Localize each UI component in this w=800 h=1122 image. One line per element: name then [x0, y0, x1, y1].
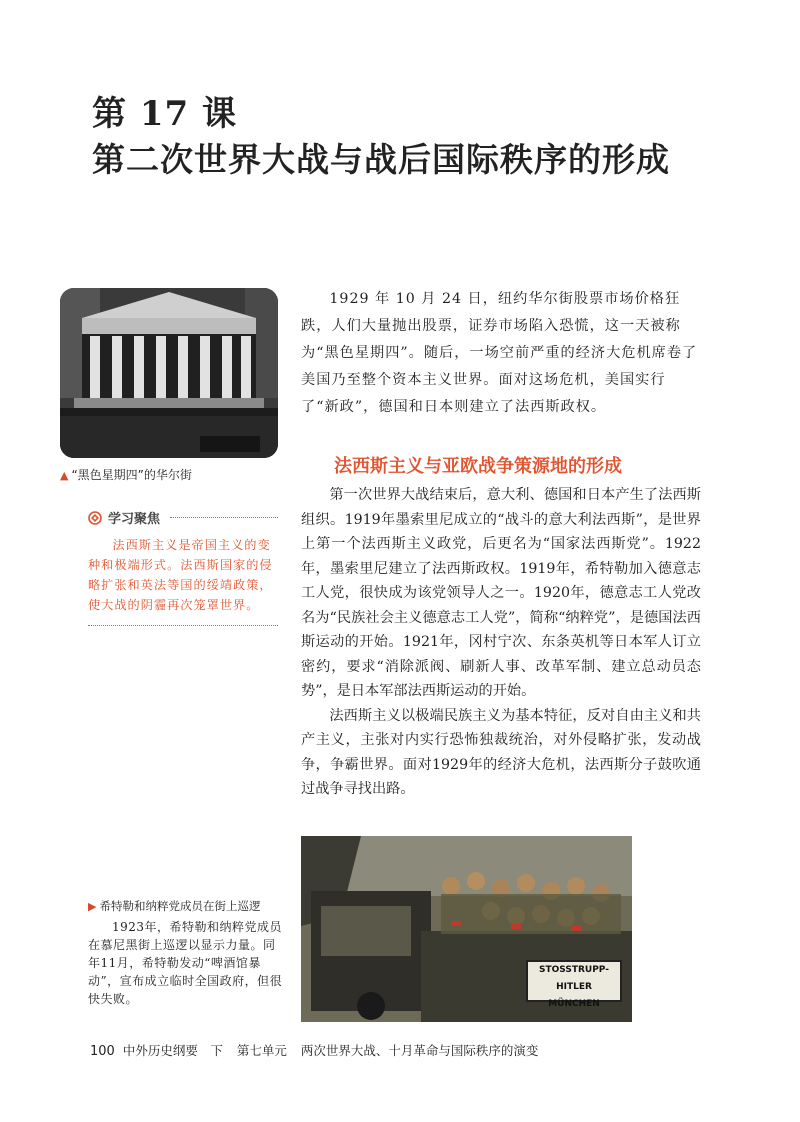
photo2-caption-text: 1923年，希特勒和纳粹党成员在慕尼黑街上巡逻以显示力量。同年11月，希特勒发动“啤酒馆暴动”，宣布成立临时全国政府，但很快失败。 [88, 920, 283, 1006]
page-footer [90, 1041, 538, 1059]
section-body [301, 483, 701, 802]
right-triangle-marker-icon: ▶ [88, 900, 97, 913]
page-number: 100 [90, 1044, 115, 1059]
lesson-number: 第 17 课 [92, 94, 237, 134]
photo2-caption-title [88, 897, 284, 916]
photo2-caption-title-text: 希特勒和纳粹党成员在街上巡逻 [99, 899, 261, 913]
focus-divider [170, 517, 278, 518]
learning-focus-title: 学习聚焦 [108, 512, 161, 527]
learning-focus-text: 法西斯主义是帝国主义的变种和极端形式。法西斯国家的侵略扩张和英法等国的绥靖政策，使大战的阴霾再次笼罩世界。 [88, 538, 273, 612]
lesson-title: 第二次世界大战与战后国际秩序的形成 [92, 140, 670, 179]
focus-target-icon [88, 511, 102, 525]
unit-label: 第七单元 [236, 1043, 287, 1058]
sign-line-1: STOSSTRUPP-HITLER [539, 965, 609, 992]
body-paragraph-1: 第一次世界大战结束后，意大利、德国和日本产生了法西斯组织。1919年墨索里尼成立的“战斗的意大利法西斯”，是世界上第一个法西斯主义政党，后更名为“国家法西斯党”。1922年，墨索里尼建立了法西斯政权。1919年，希特勒加入德意志工人党，很快成为该党领导人之一。1920年，德意志工人党改名为“民族社会主义德意志工人党”，简称“纳粹党”，是德国法西斯运动的开始。1921年，冈村宁次、东条英机等日本军人订立密约，要求“消除派阀、刷新人事、改革军制、建立总动员态势”，是日本军部法西斯运动的开始。 [301, 487, 701, 699]
munich-sign [526, 960, 622, 1009]
photo2-caption [88, 897, 284, 1008]
body-paragraph-2: 法西斯主义以极端民族主义为基本特征，反对自由主义和共产主义，主张对内实行恐怖独裁统治，对外侵略扩张，发动战争，争霸世界。面对1929年的经济大危机，法西斯分子鼓吹通过战争寻找出路。 [301, 707, 701, 797]
nazi-patrol-photo [301, 836, 632, 1022]
learning-focus-header [88, 508, 278, 527]
sign-line-2: MÜNCHEN [548, 999, 600, 1009]
unit-title: 两次世界大战、十月革命与国际秩序的演变 [300, 1043, 539, 1058]
triangle-marker-icon: ▲ [60, 469, 69, 482]
section-heading: 法西斯主义与亚欧战争策源地的形成 [334, 456, 622, 477]
intro-paragraph: 1929 年 10 月 24 日，纽约华尔街股票市场价格狂跌，人们大量抛出股票，证券市场陷入恐慌，这一天被称为“黑色星期四”。随后，一场空前严重的经济大危机席卷了美国乃至整个资本主义世界。面对这场危机，美国实行了“新政”，德国和日本则建立了法西斯政权。 [301, 291, 698, 415]
book-title: 中外历史纲要 下 [122, 1043, 223, 1058]
focus-bottom-divider [88, 625, 278, 626]
wall-street-photo [60, 288, 278, 458]
learning-focus-box [88, 508, 278, 626]
photo1-caption [60, 466, 192, 483]
wall-street-illustration [60, 288, 278, 458]
photo1-caption-text: “黑色星期四”的华尔街 [71, 468, 192, 482]
